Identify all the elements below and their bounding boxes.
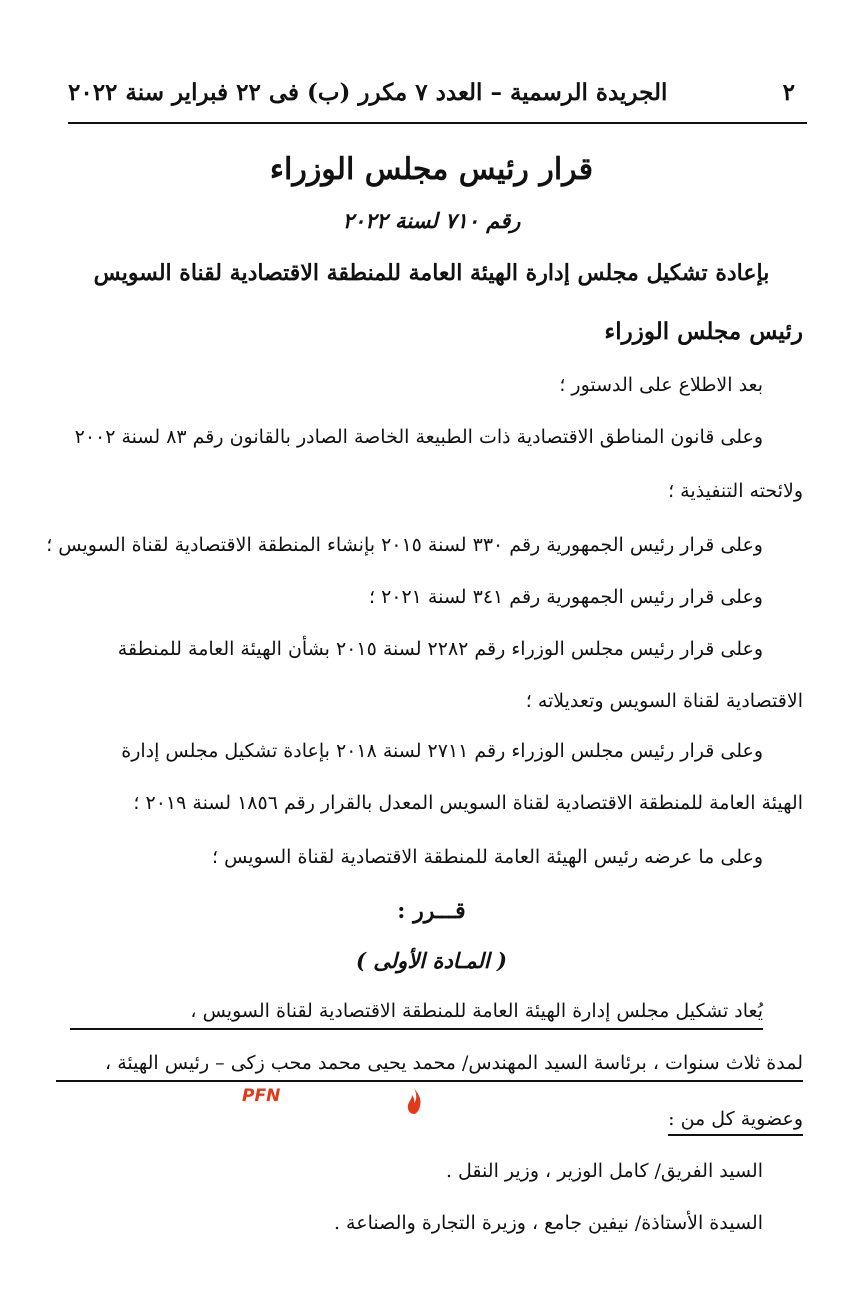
- issuer-heading: رئيس مجلس الوزراء: [604, 318, 803, 345]
- decree-title: قرار رئيس مجلس الوزراء: [269, 152, 594, 187]
- watermark-text: PFN: [242, 1086, 281, 1106]
- member-item: السيدة الأستاذة/ نيفين جامع ، وزيرة التجارة والصناعة .: [333, 1212, 763, 1234]
- membership-heading: وعضوية كل من :: [668, 1108, 803, 1136]
- preamble-line: بعد الاطلاع على الدستور ؛: [559, 374, 763, 396]
- decided-heading: قـــرر :: [397, 898, 466, 924]
- membership-line: [60, 1108, 803, 1130]
- article-one-line: لمدة ثلاث سنوات ، برئاسة السيد المهندس/ محمد يحيى محمد محب زكى – رئيس الهيئة ،: [56, 1052, 803, 1082]
- page-number: ٢: [782, 78, 795, 106]
- article-one-line: يُعاد تشكيل مجلس إدارة الهيئة العامة للمنطقة الاقتصادية لقناة السويس ،: [70, 1000, 763, 1030]
- preamble-line: الهيئة العامة للمنطقة الاقتصادية لقناة السويس المعدل بالقرار رقم ١٨٥٦ لسنة ٢٠١٩ ؛: [133, 792, 803, 814]
- decree-number: رقم ٧١٠ لسنة ٢٠٢٢: [342, 208, 521, 233]
- preamble-line: وعلى قرار رئيس الجمهورية رقم ٣٣٠ لسنة ٢٠١٥ بإنشاء المنطقة الاقتصادية لقناة السويس ؛: [46, 534, 763, 556]
- preamble-line: وعلى قرار رئيس الجمهورية رقم ٣٤١ لسنة ٢٠٢١ ؛: [368, 586, 763, 608]
- preamble-line: وعلى قرار رئيس مجلس الوزراء رقم ٢٢٨٢ لسنة ٢٠١٥ بشأن الهيئة العامة للمنطقة: [117, 638, 763, 660]
- preamble-line: وعلى قانون المناطق الاقتصادية ذات الطبيعة الخاصة الصادر بالقانون رقم ٨٣ لسنة ٢٠٠٢: [74, 426, 763, 448]
- gazette-issue-line: الجريدة الرسمية – العدد ٧ مكرر (ب) فى ٢٢ فبراير سنة ٢٠٢٢: [68, 78, 668, 106]
- preamble-line: وعلى ما عرضه رئيس الهيئة العامة للمنطقة الاقتصادية لقناة السويس ؛: [212, 846, 763, 868]
- preamble-line: ولائحته التنفيذية ؛: [668, 480, 803, 502]
- page-header: [68, 70, 795, 114]
- member-item: السيد الفريق/ كامل الوزير ، وزير النقل .: [445, 1160, 763, 1182]
- header-divider: [68, 122, 807, 124]
- decree-subject: بإعادة تشكيل مجلس إدارة الهيئة العامة للمنطقة الاقتصادية لقناة السويس: [93, 260, 770, 286]
- preamble-line: الاقتصادية لقناة السويس وتعديلاته ؛: [525, 690, 803, 712]
- article-one-heading: ( المـادة الأولى ): [356, 948, 507, 973]
- preamble-line: وعلى قرار رئيس مجلس الوزراء رقم ٢٧١١ لسنة ٢٠١٨ بإعادة تشكيل مجلس إدارة: [121, 740, 763, 762]
